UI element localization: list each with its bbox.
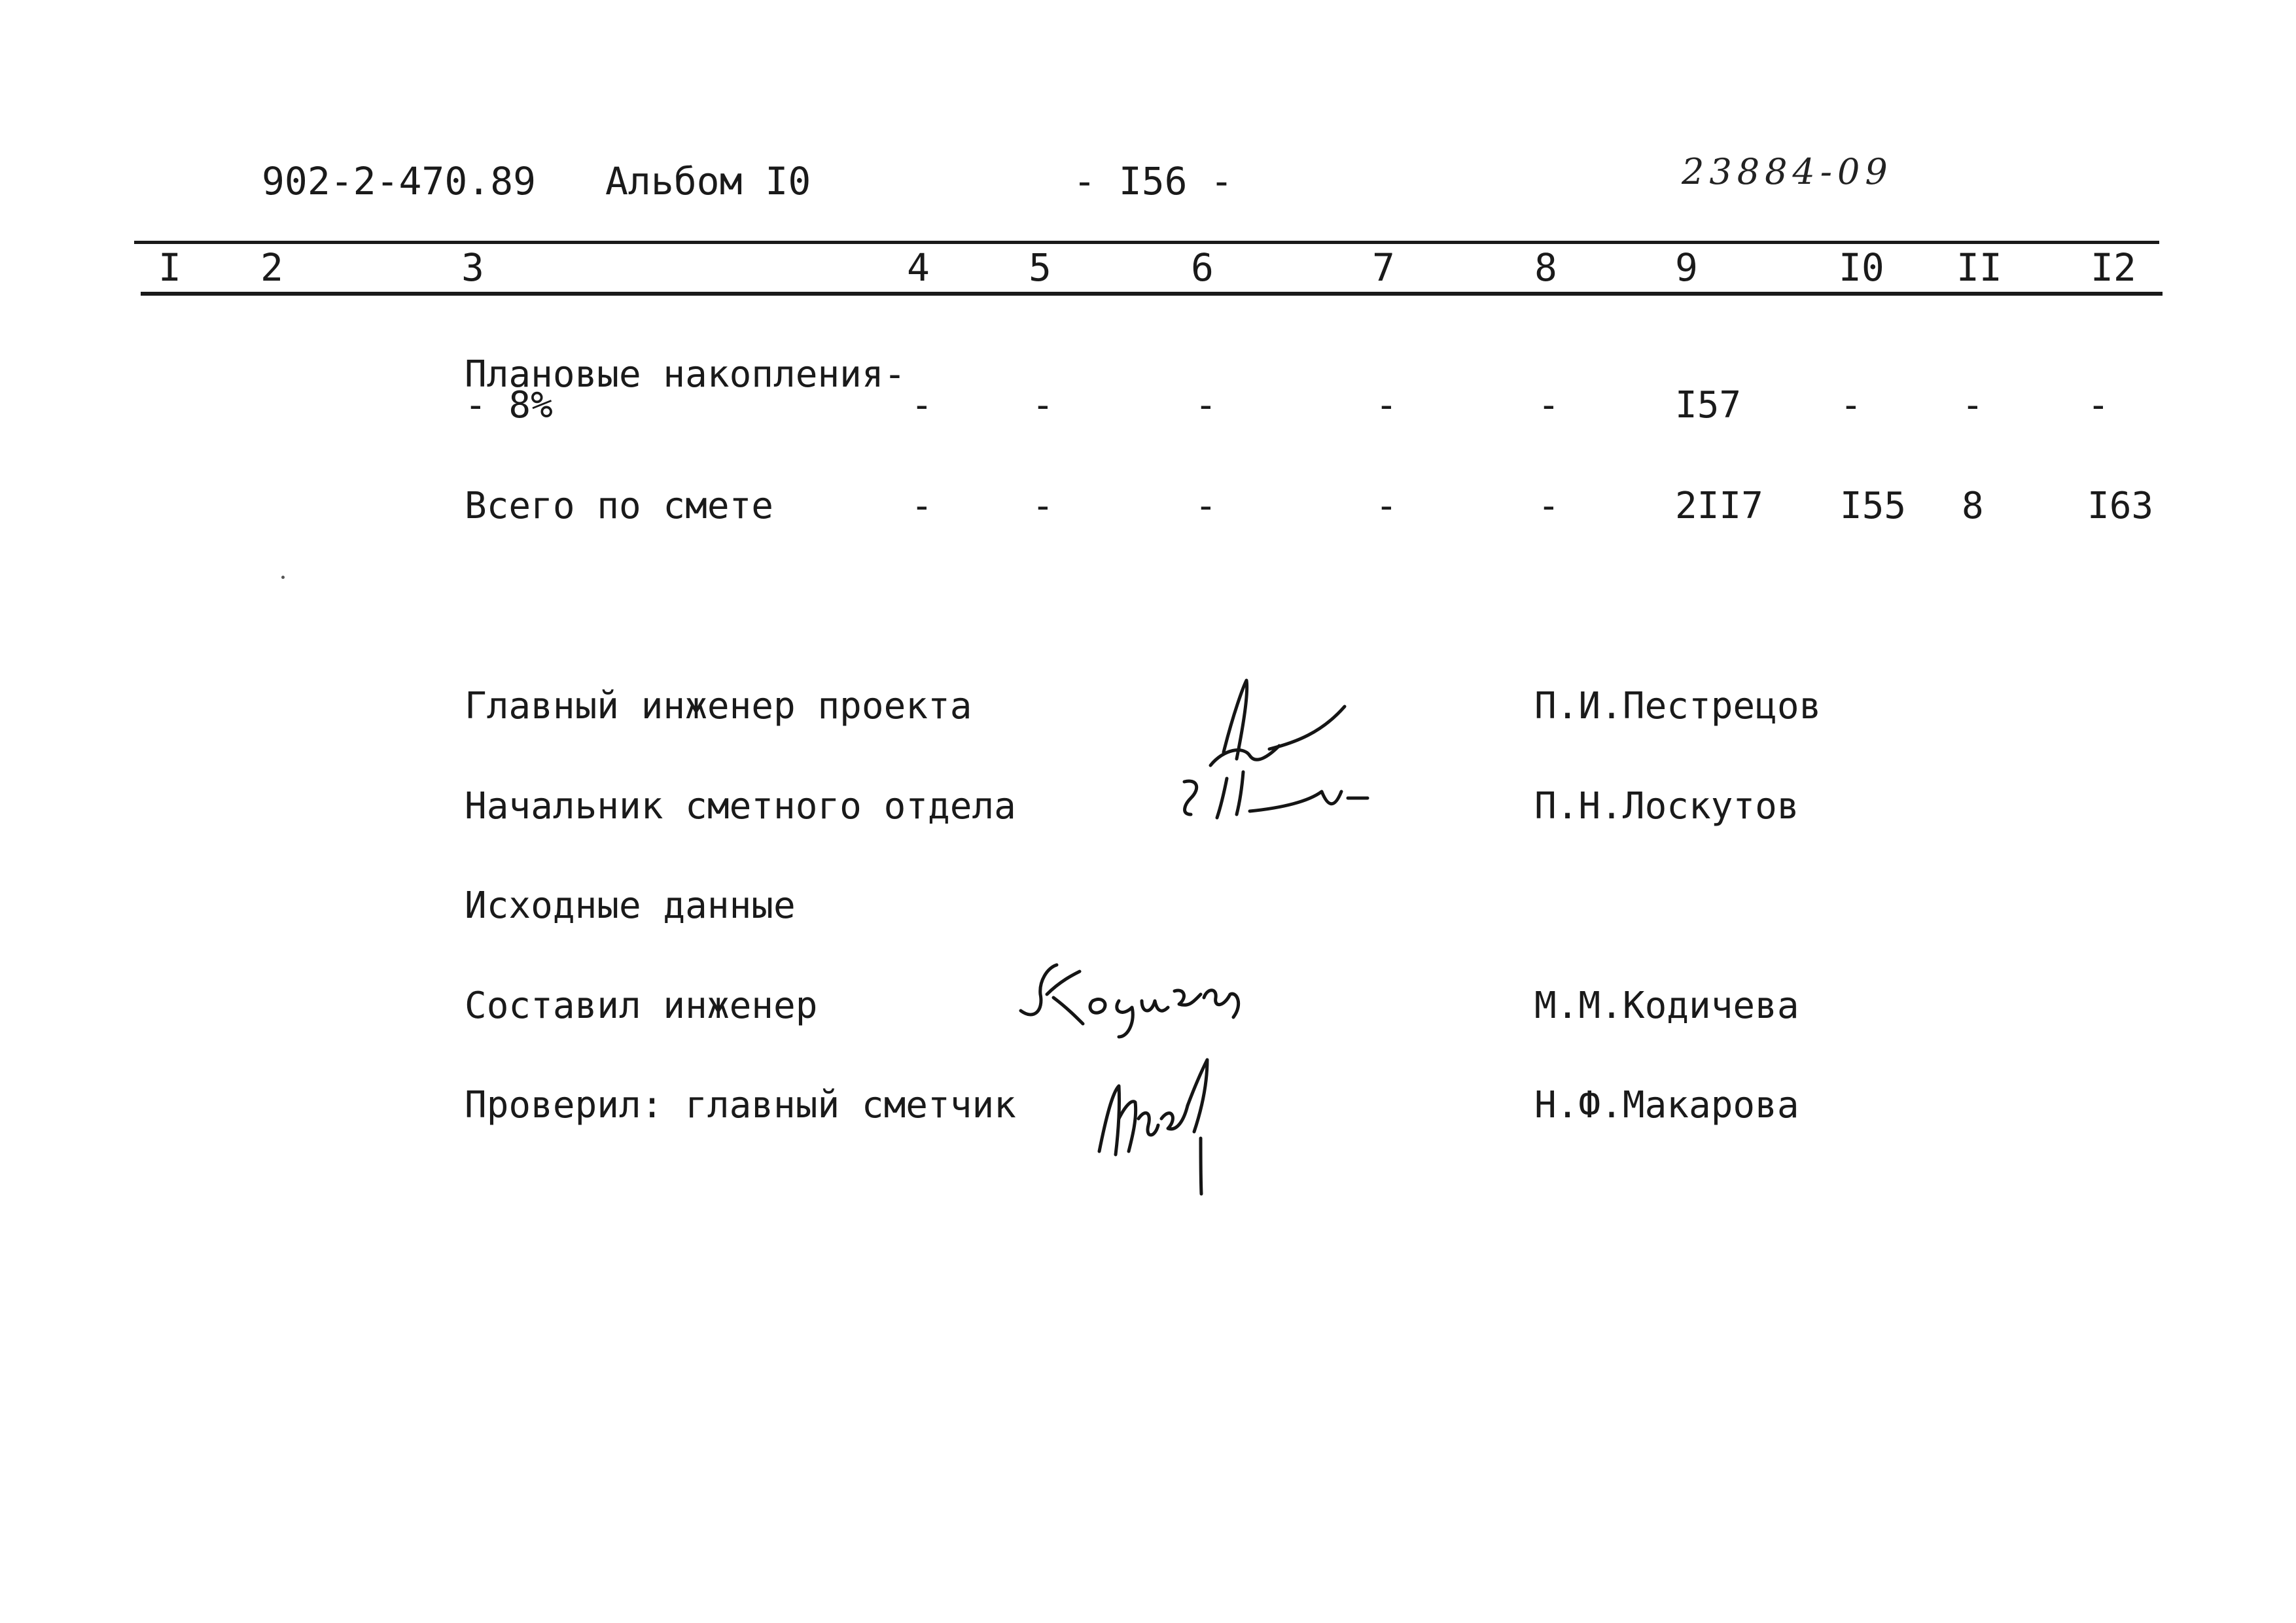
signature-name-chief-engineer: П.И.Пестрецов: [1534, 685, 1822, 727]
handwritten-signature-makarova: [1080, 1040, 1250, 1204]
column-number-12: I2: [2091, 245, 2136, 290]
signature-name-head-of-estimates: П.Н.Лоскутов: [1534, 785, 1799, 828]
column-number-11: II: [1956, 245, 2002, 290]
column-number-1: I: [158, 245, 181, 290]
column-number-4: 4: [907, 245, 930, 290]
row-planned-savings-col11: -: [1962, 384, 1984, 427]
row-total-col9: 2II7: [1675, 485, 1763, 527]
row-total-col12: I63: [2087, 485, 2154, 527]
row-total-col8: -: [1538, 485, 1560, 527]
signature-name-checked-by: Н.Ф.Макарова: [1534, 1084, 1799, 1126]
column-number-8: 8: [1534, 245, 1557, 290]
row-planned-savings-col12: -: [2087, 384, 2110, 427]
inventory-number: 23884-09: [1682, 151, 1893, 192]
row-planned-savings-col9: I57: [1675, 384, 1742, 427]
row-planned-savings-col10: -: [1840, 384, 1862, 427]
column-number-3: 3: [461, 245, 484, 290]
handwritten-signature-chief-engineer: [1171, 674, 1446, 857]
row-total-col7: -: [1375, 485, 1398, 527]
table-top-rule: [134, 241, 2159, 244]
row-total-col4: -: [911, 485, 933, 527]
row-total-col10: I55: [1840, 485, 1907, 527]
signature-role-source-data: Исходные данные: [465, 884, 796, 927]
handwritten-signature-kodicheva: [1008, 955, 1269, 1047]
scan-speck: [281, 576, 285, 579]
row-planned-savings-col5: -: [1032, 384, 1054, 427]
signature-role-compiled-by: Составил инженер: [465, 985, 818, 1027]
column-number-5: 5: [1029, 245, 1051, 290]
column-number-7: 7: [1372, 245, 1395, 290]
signature-role-chief-engineer: Главный инженер проекта: [465, 685, 972, 727]
table-bottom-rule: [141, 292, 2163, 296]
page-number: - I56 -: [1073, 159, 1233, 203]
row-total-col6: -: [1195, 485, 1217, 527]
row-total-col11: 8: [1962, 485, 1984, 527]
document-code: 902-2-470.89: [262, 159, 537, 203]
column-number-2: 2: [260, 245, 283, 290]
row-planned-savings-col7: -: [1375, 384, 1398, 427]
row-planned-savings-col8: -: [1538, 384, 1560, 427]
row-planned-savings-col4: -: [911, 384, 933, 427]
signature-name-compiled-by: М.М.Кодичева: [1534, 985, 1799, 1027]
column-number-10: I0: [1839, 245, 1884, 290]
column-number-6: 6: [1191, 245, 1214, 290]
row-planned-savings-col6: -: [1195, 384, 1217, 427]
album-label: Альбом I0: [605, 159, 811, 203]
row-planned-savings-label-line2: - 8%: [465, 384, 553, 427]
column-number-9: 9: [1675, 245, 1698, 290]
signature-role-head-of-estimates: Начальник сметного отдела: [465, 785, 1016, 828]
row-total-col5: -: [1032, 485, 1054, 527]
row-planned-savings-label-line1: Плановые накопления-: [465, 353, 906, 396]
row-total-label: Всего по смете: [465, 485, 774, 527]
signature-role-checked-by: Проверил: главный сметчик: [465, 1084, 1016, 1126]
